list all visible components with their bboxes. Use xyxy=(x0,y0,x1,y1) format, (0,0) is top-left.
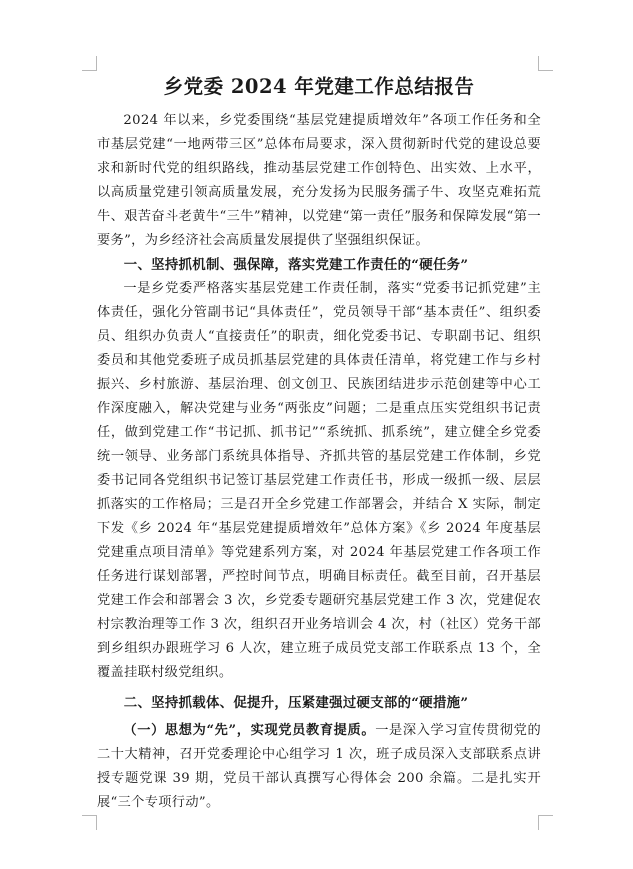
document-title: 乡党委 2024 年党建工作总结报告 xyxy=(163,75,475,98)
section-1-paragraph: 一是乡党委严格落实基层党建工作责任制，落实“党委书记抓党建”主体责任，强化分管副书记“具体责任”，党员领导干部“基本责任”、组织委员、组织办负责人“直接责任”的职责，细化党委书记、专职副书记、组织委员和其他党委班子成员抓基层党建的具体责任清单，将党建工作与乡村振兴、乡村旅游、基层治理、创文创卫、民族团结进步示范创建等中心工作深度融入，解决党建与业务“两张皮”问题；二是重点压实党组织书记责任，做到党建工作“书记抓、抓书记”“系统抓、抓系统”，建立健全乡党委统一领导、业务部门系统具体指导、齐抓共管的基层党建工作体制，乡党委书记同各党组织书记签订基层党建工作责任书，形成一级抓一级、层层抓落实的工作格局；三是召开全乡党建工作部署会，并结合 X 实际，制定下发《乡 2024 年“基层党建提质增效年”总体方案》《乡 2024 年度基层党建重点项目清单》等党建系列方案，对 2024 年基层党建工作各项工作任务进行谋划部署，严控时间节点，明确目标责任。截至目前，召开基层党建工作会和部署会 3 次，乡党委专题研究基层党建工作 3 次，党建促农村宗教治理等工作 3 次，组织召开业务培训会 4 次，村（社区）党务干部到乡组织办跟班学习 6 人次，建立班子成员党支部工作联系点 13 个，全覆盖挂联村级党组织。 xyxy=(97,281,541,680)
subsection-lead: （一）思想为“先”，实现党员教育提质。 xyxy=(123,723,376,738)
subsection-body: 一是深入学习宣传贯彻党的二十大精神，召开党委理论中心组学习 1 次，班子成员深入支部联系点讲授专题党课 39 期，党员干部认真撰写心得体会 200 余篇。二是扎实开展“三个专项行动”。 xyxy=(97,723,541,810)
section-2-subsection-paragraph xyxy=(97,719,541,815)
section-2-heading: 二、坚持抓载体、促提升，压紧建强过硬支部的“硬措施” xyxy=(123,695,469,711)
crop-mark-bottom-left xyxy=(82,815,97,830)
crop-mark-top-right xyxy=(538,56,553,71)
crop-mark-bottom-right xyxy=(538,815,553,830)
document-body xyxy=(97,74,541,815)
crop-mark-top-left xyxy=(82,56,97,71)
intro-paragraph: 2024 年以来，乡党委围绕“基层党建提质增效年”各项工作任务和全市基层党建“一地两带三区”总体布局要求，深入贯彻新时代党的建设总要求和新时代党的组织路线，推动基层党建工作创特色、出实效、上水平，以高质量党建引领高质量发展，充分发扬为民服务孺子牛、攻坚克难拓荒牛、艰苦奋斗老黄牛“三牛”精神，以党建“第一责任”服务和保障发展“第一要务”，为乡经济社会高质量发展提供了坚强组织保证。 xyxy=(97,113,541,248)
section-1-heading: 一、坚持抓机制、强保障，落实党建工作责任的“硬任务” xyxy=(123,257,469,273)
